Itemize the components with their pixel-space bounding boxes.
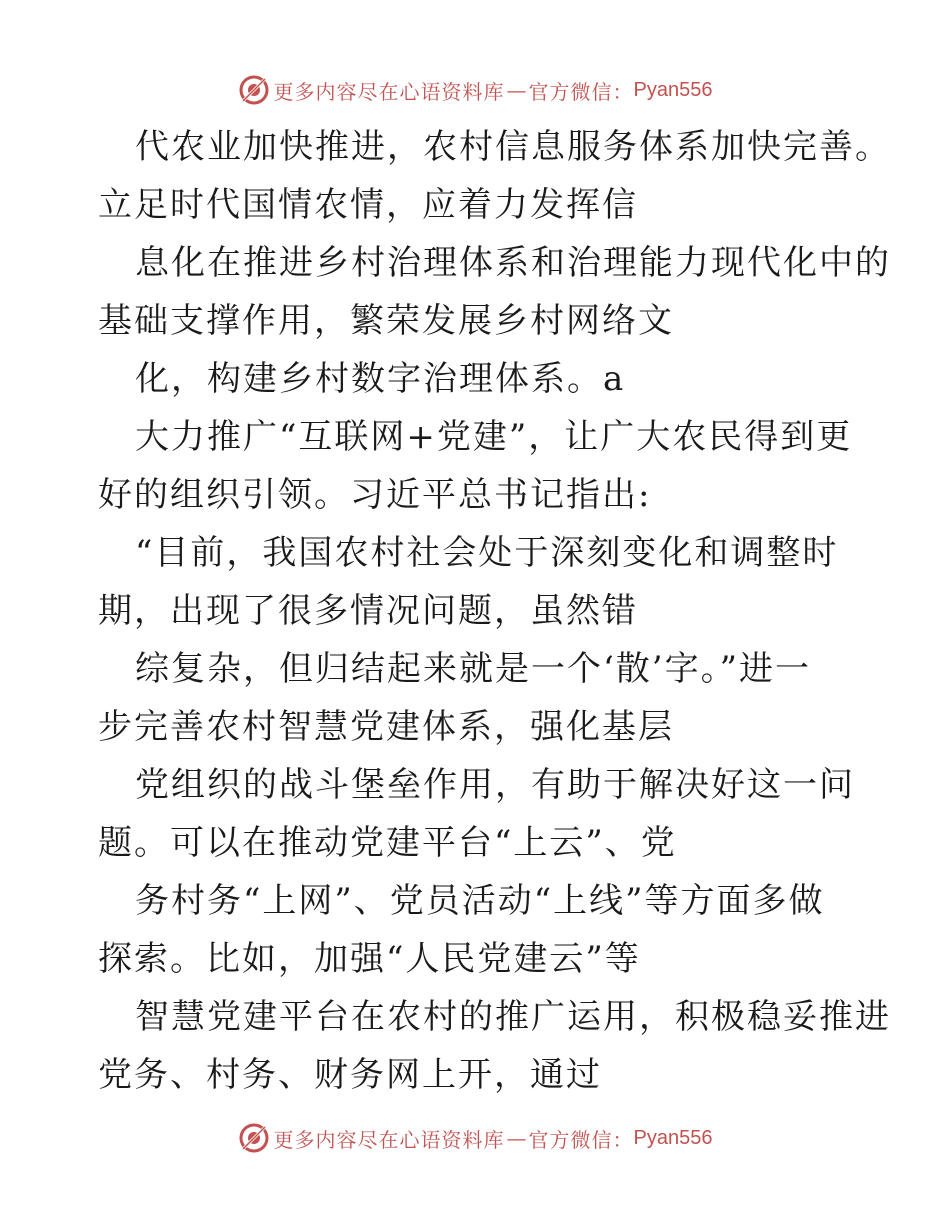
footer-brand-text: 更多内容尽在心语资料库 [273,1127,505,1152]
footer-wechat-id: Pyan556 [633,1126,713,1149]
footer-dash: — [506,1126,527,1150]
header-brand-text: 更多内容尽在心语资料库 [273,79,505,104]
body-line: 题。可以在推动党建平台“上云”、党 [98,823,677,863]
brand-logo-icon [238,74,270,106]
body-line: 探索。比如，加强“人民党建云”等 [98,939,641,979]
header-wechat-label: 官方微信： [528,79,634,104]
header-wechat-id: Pyan556 [633,78,713,101]
body-line: 党组织的战斗堡垒作用，有助于解决好这一问 [135,765,855,805]
body-line: 代农业加快推进，农村信息服务体系加快完善。 [135,127,891,167]
header-banner [0,70,950,110]
body-line: 立足时代国情农情，应着力发挥信 [98,185,638,225]
body-line: 基础支撑作用，繁荣发展乡村网络文 [98,301,674,341]
body-line: 务村务“上网”、党员活动“上线”等方面多做 [135,881,825,921]
footer-banner [0,1118,950,1158]
body-line: 党务、村务、财务网上开，通过 [98,1055,602,1095]
header-dash: — [506,78,527,102]
body-line: 步完善农村智慧党建体系，强化基层 [98,707,674,747]
body-line: 期，出现了很多情况问题，虽然错 [98,591,638,631]
body-line: 好的组织引领。习近平总书记指出: [98,475,652,515]
body-line: “目前，我国农村社会处于深刻变化和调整时 [135,533,839,573]
body-line: 大力推广“互联网+党建”，让广大农民得到更 [135,417,853,457]
body-line: 息化在推进乡村治理体系和治理能力现代化中的 [135,243,891,283]
body-line: 智慧党建平台在农村的推广运用，积极稳妥推进 [135,997,891,1037]
body-line: 化，构建乡村数字治理体系。a [135,359,626,399]
document-body [98,118,891,1104]
brand-logo-icon [238,1122,270,1154]
footer-wechat-label: 官方微信： [528,1127,634,1152]
body-line: 综复杂，但归结起来就是一个‘散’字。”进一 [135,649,811,689]
